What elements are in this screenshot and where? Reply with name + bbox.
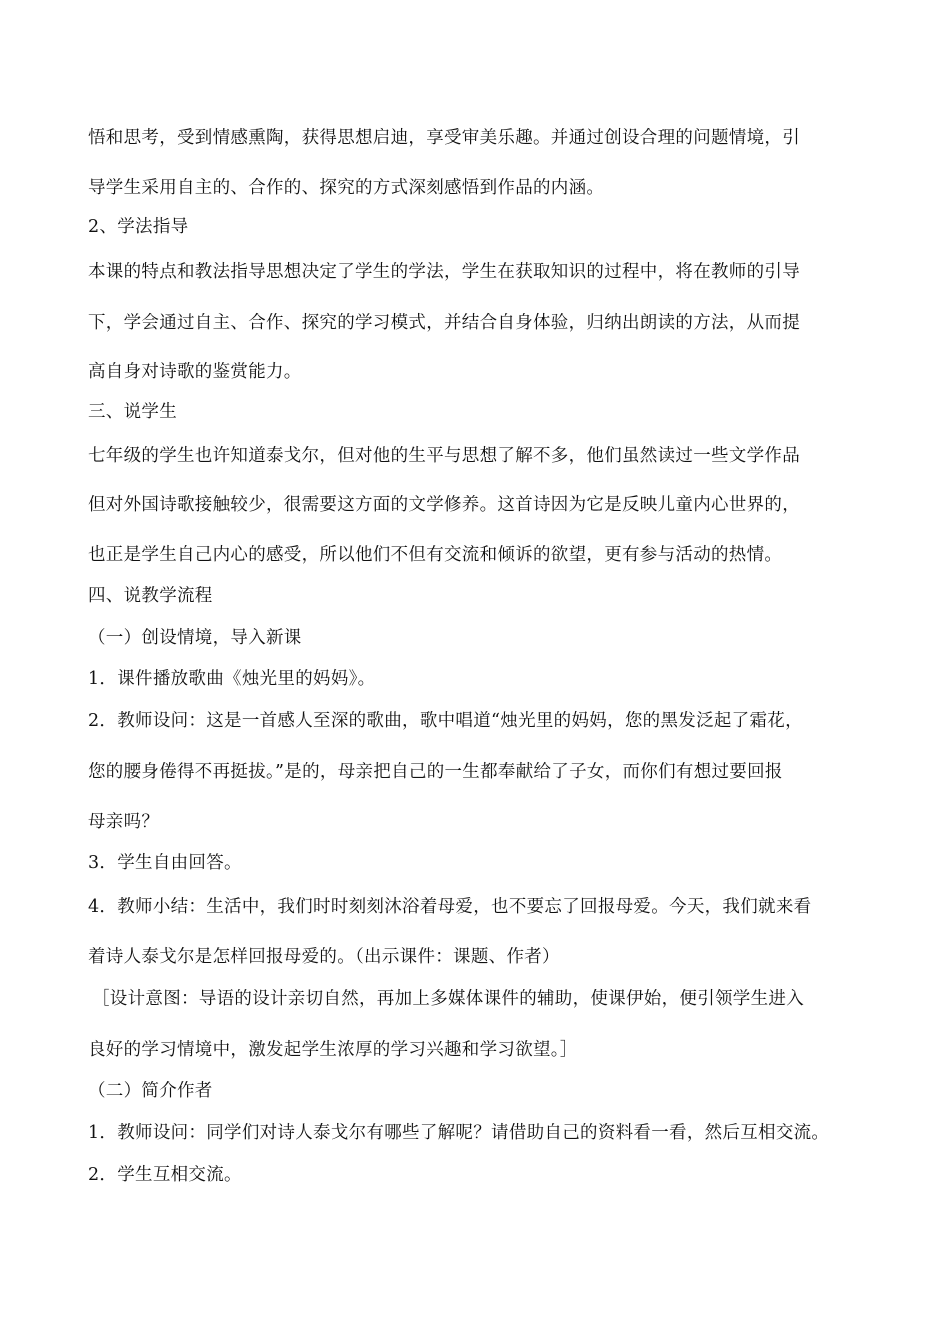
list-item: 2．学生互相交流。 bbox=[88, 1165, 242, 1185]
paragraph-line: 也正是学生自己内心的感受，所以他们不但有交流和倾诉的欲望，更有参与活动的热情。 bbox=[88, 545, 783, 565]
paragraph-line: 母亲吗？ bbox=[88, 812, 160, 832]
paragraph-line: 悟和思考，受到情感熏陶，获得思想启迪，享受审美乐趣。并通过创设合理的问题情境，引 bbox=[88, 128, 800, 148]
paragraph-line: 但对外国诗歌接触较少，很需要这方面的文学修养。这首诗因为它是反映儿童内心世界的， bbox=[88, 495, 800, 515]
list-item: 1．教师设问：同学们对诗人泰戈尔有哪些了解呢？请借助自己的资料看一看，然后互相交流。 bbox=[88, 1123, 830, 1143]
design-note: 良好的学习情境中，激发起学生浓厚的学习兴趣和学习欲望。］ bbox=[88, 1040, 578, 1060]
paragraph-line: 七年级的学生也许知道泰戈尔，但对他的生平与思想了解不多，他们虽然读过一些文学作品 bbox=[88, 446, 800, 466]
list-item: 4．教师小结：生活中，我们时时刻刻沐浴着母爱，也不要忘了回报母爱。今天，我们就来看 bbox=[88, 897, 812, 917]
subsection-heading: （一）创设情境，导入新课 bbox=[88, 628, 302, 648]
paragraph-line: 高自身对诗歌的鉴赏能力。 bbox=[88, 362, 302, 382]
design-note: ［设计意图：导语的设计亲切自然，再加上多媒体课件的辅助，使课伊始，便引领学生进入 bbox=[92, 989, 804, 1009]
list-item: 3．学生自由回答。 bbox=[88, 853, 242, 873]
subsection-heading: （二）简介作者 bbox=[88, 1081, 213, 1101]
list-item: 2．教师设问：这是一首感人至深的歌曲，歌中唱道“烛光里的妈妈，您的黑发泛起了霜花， bbox=[88, 711, 803, 731]
paragraph-line: 您的腰身倦得不再挺拔。”是的，母亲把自己的一生都奉献给了子女，而你们有想过要回报 bbox=[88, 762, 783, 782]
section-heading: 2、学法指导 bbox=[88, 217, 189, 237]
paragraph-line: 着诗人泰戈尔是怎样回报母爱的。（出示课件：课题、作者） bbox=[88, 947, 560, 967]
section-heading: 四、说教学流程 bbox=[88, 586, 213, 606]
section-heading: 三、说学生 bbox=[88, 402, 177, 422]
paragraph-line: 导学生采用自主的、合作的、探究的方式深刻感悟到作品的内涵。 bbox=[88, 178, 605, 198]
list-item: 1．课件播放歌曲《烛光里的妈妈》。 bbox=[88, 669, 376, 689]
paragraph-line: 下，学会通过自主、合作、探究的学习模式，并结合自身体验，归纳出朗读的方法，从而提 bbox=[88, 313, 800, 333]
paragraph-line: 本课的特点和教法指导思想决定了学生的学法，学生在获取知识的过程中，将在教师的引导 bbox=[88, 262, 800, 282]
